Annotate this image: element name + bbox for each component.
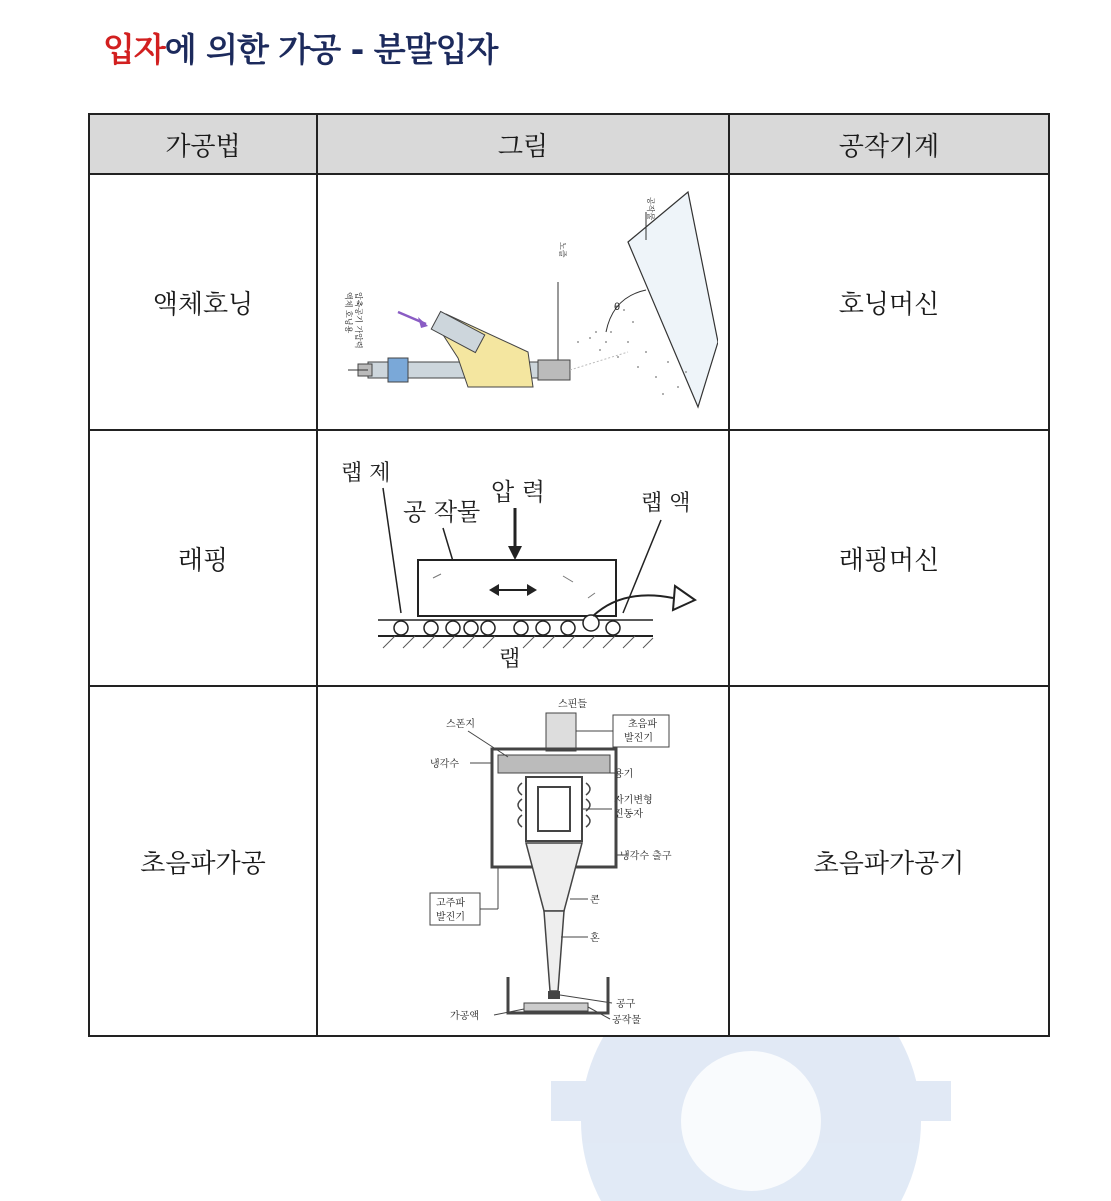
label-coolant-out: 냉각수 출구 <box>620 851 672 862</box>
label-nozzle: 노즐 <box>558 242 567 258</box>
label-generator-2: 발진기 <box>624 733 653 744</box>
liquid-honing-diagram <box>328 182 718 422</box>
method-cell: 래핑 <box>89 430 317 686</box>
label-lap: 랩 <box>499 647 521 672</box>
method-cell: 액체호닝 <box>89 174 317 430</box>
header-method: 가공법 <box>89 114 317 174</box>
label-sponge: 스폰지 <box>446 719 475 730</box>
table-header-row <box>89 114 1049 174</box>
label-transducer-2: 진동자 <box>614 809 643 820</box>
table-row <box>89 430 1049 686</box>
figure-cell <box>317 686 729 1036</box>
label-lap-fluid: 랩 액 <box>641 491 691 516</box>
figure-cell <box>317 430 729 686</box>
process-table <box>88 113 1050 1037</box>
machine-cell: 래핑머신 <box>729 430 1049 686</box>
label-cone: 콘 <box>590 895 600 906</box>
machine-cell: 초음파가공기 <box>729 686 1049 1036</box>
label-workpiece: 공작물 <box>612 1015 641 1026</box>
label-workpiece: 공 작물 <box>403 498 481 526</box>
label-container: 용기 <box>614 769 634 780</box>
label-air: 압축공기 가압력 <box>354 292 363 349</box>
table-row <box>89 686 1049 1036</box>
header-figure: 그림 <box>317 114 729 174</box>
label-hf: 고주파 <box>436 898 465 909</box>
header-machine: 공작기계 <box>729 114 1049 174</box>
label-horn: 혼 <box>590 933 600 944</box>
label-tool: 공구 <box>616 999 636 1010</box>
label-coolant: 냉각수 <box>430 759 459 770</box>
page-title <box>103 24 497 71</box>
table-row <box>89 174 1049 430</box>
lapping-diagram <box>323 438 723 678</box>
method-cell: 초음파가공 <box>89 686 317 1036</box>
label-spindle: 스핀들 <box>558 699 587 710</box>
machine-cell: 호닝머신 <box>729 174 1049 430</box>
title-rest: 에 의한 가공 - 분말입자 <box>164 30 498 69</box>
figure-cell <box>317 174 729 430</box>
label-workpiece: 공작물 <box>646 197 655 221</box>
label-hf-2: 발진기 <box>436 912 465 923</box>
title-accent: 입자 <box>103 30 165 69</box>
label-liquid: 액체 호닝용 <box>344 292 353 334</box>
label-angle: θ <box>614 302 621 313</box>
label-generator: 초음파 <box>628 719 657 730</box>
label-lapping-agent: 랩 제 <box>341 461 391 486</box>
label-pressure: 압 력 <box>491 478 545 506</box>
label-fluid: 가공액 <box>450 1011 479 1022</box>
ultrasonic-diagram <box>358 691 688 1031</box>
label-transducer: 자기변형 <box>614 795 653 806</box>
